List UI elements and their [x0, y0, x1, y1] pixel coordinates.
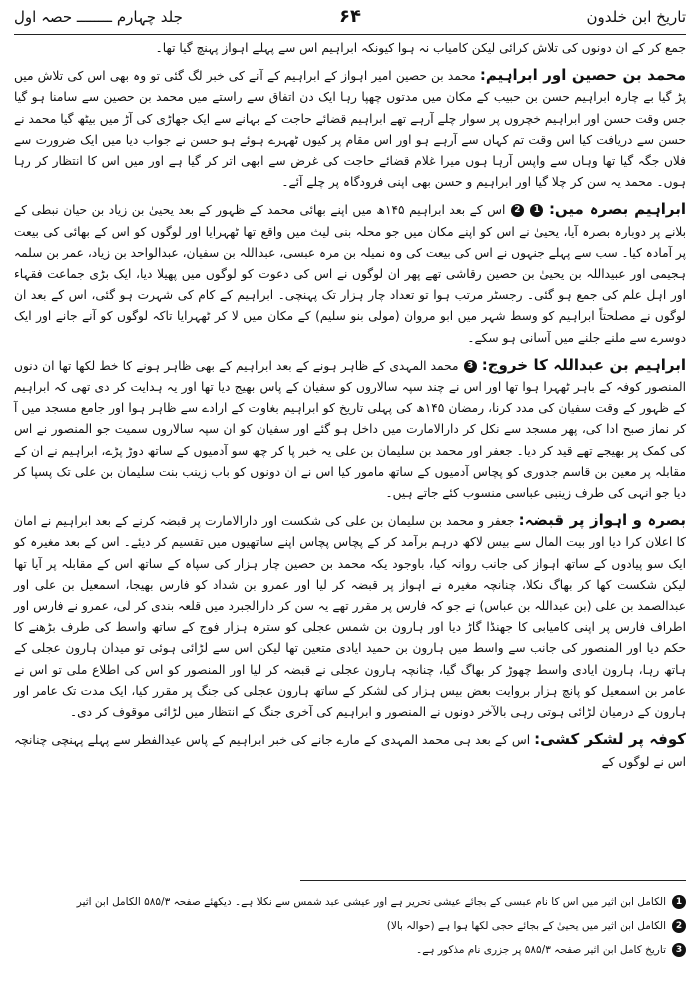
section-paragraph [14, 729, 686, 772]
main-text [14, 38, 686, 777]
section-paragraph [14, 65, 686, 193]
footnote-item [14, 890, 686, 914]
footnote-item [14, 938, 686, 962]
footnote-marker[interactable]: 1 [530, 204, 543, 217]
footnote-text: تاریخ کامل ابن اثیر صفحہ ۵۸۵/۳ پر جزری نام مذکور ہے۔ [416, 944, 666, 956]
section-text: اس کے بعد ابراہیم ۱۴۵ھ میں اپنے بھائی محمد کے ظہور کے بعد یحییٰ بن زیاد بن حیان نبطی کے بلانے پر دوبارہ بصرہ آیا، یحییٰ نے اس کو اپنے مکان میں جو محلہ بنی لیث میں واقع تھا ٹھہرایا اور لوگوں کو اس کے بھائی کی بیعت پر آمادہ کیا۔ سب سے پہلے جنہوں نے اس کی بیعت کی وہ نمیلہ بن مرہ عبسی، عبداللہ بن سفیان، عبدالواحد بن زیاد، عمر بن سلمہ ہجیمی اور عبیداللہ بن یحییٰ بن حصین رقاشی تھے پھر ان لوگوں نے اس کی دعوت کو لوگوں میں پھیلا دیا، ایک بڑی جماعت فقہاء اور اہل علم کی جمع ہو گئی۔ رجسٹر مرتب ہوا تو تعداد چار ہزار تک پہنچی۔ ابراہیم کے کام کی شہرت ہو گئی، اس کے بعد ان لوگوں نے مصلحتاً ابراہیم کو وسط شہر میں ابو مروان (مولی بنو سلیم) کے مکان میں لا کر ٹھہرایا تاکہ لوگوں کو آنے جانے اور ایک دوسرے سے ملنے جلنے میں آسانی ہو سکے۔ [14, 203, 686, 345]
footnote-divider [300, 880, 686, 881]
footnote-marker[interactable]: 3 [464, 360, 477, 373]
book-title: تاریخ ابن خلدون [586, 8, 686, 26]
section-heading: محمد بن حصین اور ابراہیم: [479, 66, 687, 85]
section-text: محمد المہدی کے ظاہر ہونے کے بعد ابراہیم کے بھی ظاہر ہونے کا خط لکھا تھا ان دنوں المنصور کوفہ کے باہر ٹھہرا ہوا تھا اور اس نے چند سپہ سالاروں کو سفیان کے پاس بھیج دیا تھا اور یہ ہدایت کر دی تھی کہ ابراہیم کے ظہور کے وقت سفیان کی مدد کرنا، رمضان ۱۴۵ھ کی پہلی تاریخ کو ابراہیم بغاوت کے ارادے سے ظاہر ہوا اور جامع مسجد میں آ کر نماز صبح ادا کی، پھر مسجد سے نکل کر دارالامارت میں داخل ہو گئے اور سفیان کو ان سپہ سالاروں سمیت جو المنصور نے اس کی کمک پر بھیجے تھے قید کر دیا۔ جعفر اور محمد بن سلیمان بن علی یہ خبر پا کر چھ سو آدمیوں کے ساتھ دوڑ پڑے، ابراہیم نے ان کے مقابلہ پر معین بن قاسم جدوری کو پچاس آدمیوں کے ساتھ مامور کیا اس نے ان دونوں کو باب زینب بنت سلیمان بن علی تک پسپا کر دیا جو انہی کی طرف زینبی عباسی منسوب کئے جاتے ہیں۔ [14, 358, 686, 501]
section-heading: کوفہ پر لشکر کشی: [534, 730, 686, 749]
footnote-item [14, 914, 686, 938]
section-text: اس کے بعد ہی محمد المہدی کے مارے جانے کی خبر ابراہیم کے پاس عیدالفطر سے پہلے پہنچی چنانچہ اس نے لوگوں کے [14, 733, 686, 769]
footnote-text: الکامل ابن اثیر میں یحییٰ کے بجائے حجی لکھا ہوا ہے (حوالہ بالا) [386, 920, 666, 932]
footnotes [14, 890, 686, 962]
section-paragraph [14, 355, 686, 504]
intro-paragraph: جمع کر کے ان دونوں کی تلاش کرائی لیکن کامیاب نہ ہوا کیونکہ ابراہیم اس سے پہلے اہواز پہنچ گیا تھا۔ [155, 41, 686, 55]
section-paragraph [14, 199, 686, 348]
section-paragraph [14, 510, 686, 723]
page-number: ۶۴ [339, 6, 361, 27]
section-heading: ابراہیم بن عبداللہ کا خروج: [481, 355, 687, 374]
section-text: محمد بن حصین امیر اہواز کے ابراہیم کے آنے کی خبر لگ گئی تو وہ بھی اس کی تلاش میں پڑ گیا بے چارہ ابراہیم حسن بن حبیب کے مکان میں مدتوں چھپا رہا ایک دن اتفاق سے راستے میں محمد بن حصین سے سامنا ہو گیا جس وقت حسن اور ابراہیم خچروں پر سوار چلے آرہے تھے ابراہیم قضائے حاجت کے بہانے سے ایک جھاڑی کی آڑ میں بیٹھ گیا محمد نے حسن سے دریافت کیا اس وقت تم کہاں سے آرہے ہو اور اس مقام پر کیوں ٹھہرے ہوئے ہو حسن نے جواب دیا میں ایک ضرورت سے فلاں جگہ گیا تھا وہاں سے واپس آرہا ہوں میرا غلام قضائے حاجت کی غرض سے ابھی اتر کر گیا ہے اور میں اس کا انتظار کر رہا ہوں۔ محمد یہ سن کر چلا گیا اور ابراہیم و حسن بھی اپنی فرودگاہ پر چلے آئے۔ [14, 69, 686, 190]
footnote-number: 1 [672, 895, 686, 909]
page-header [14, 6, 686, 32]
header-divider [14, 34, 686, 35]
section-text: جعفر و محمد بن سلیمان بن علی کی شکست اور دارالامارت پر قبضہ کرنے کے بعد ابراہیم نے امان کا اعلان کرا دیا اور بیت المال سے بیس لاکھ درہم برآمد کر کے پچاس پچاس اپنے ساتھیوں میں تقسیم کر دیئے۔ اس کے بعد مغیرہ کو ایک سو پیادوں کے ساتھ اہواز کی جانب روانہ کیا، باوجود یکہ محمد بن حصین چار ہزار کی سپاہ کے ساتھ اس کے مقابلہ پر آیا تھا لیکن شکست کھا کر بھاگ نکلا، چنانچہ مغیرہ نے اہواز پر قبضہ کر لیا اور عمرو بن شداد کو فارس بھیجا، اسمعیل بن علی اور عبدالصمد بن علی (بن عبداللہ بن عباس) نے جو کہ فارس پر مقرر تھے یہ سن کر دارالجبرد میں قلعہ بندی کر لی، عمرو نے فارس اور اطراف فارس پر اپنی کامیابی کا جھنڈا گاڑ دیا اور ہارون بن شمس عجلی کو سترہ ہزار فوج کے ساتھ واسط کی طرف بڑھنے کا حکم دیا اور المنصور کی جانب سے واسط میں ہارون بن حمید ایادی متعین تھا لیکن اس سے لڑائی ہوئی تو میدان ہارون عجلی کے ہاتھ رہا، ہارون ایادی واسط چھوڑ کر بھاگ گیا، چنانچہ ہارون عجلی نے قبضہ کر لیا اور المنصور کو اس کی اطلاع ملی تو اس نے عامر بن اسمعیل کو پانچ ہزار بروایت بعض بیس ہزار کی لشکر کے ساتھ ہارون عجلی کی جنگ پر مقرر کیا، ایک مدت تک عامر اور ہارون کے درمیان لڑائی ہوتی رہی بالآخر دونوں نے المنصور و ابراہیم کی آخری جنگ کے انتظار میں لڑائی موقوف کر دی۔ [14, 514, 686, 720]
volume-label: جلد چہارم ــــــــ حصہ اول [14, 8, 183, 26]
section-heading: بصرہ و اہواز پر قبضہ: [518, 511, 686, 530]
section-heading: ابراہیم بصرہ میں: [548, 200, 687, 219]
footnote-number: 2 [672, 919, 686, 933]
footnote-marker[interactable]: 2 [511, 204, 524, 217]
footnote-text: الکامل ابن اثیر میں اس کا نام عبسی کے بجائے عیشی تحریر ہے اور عیشی عبد شمس سے نکلا ہے۔ دیکھئے صفحہ ۵۸۵/۳ الکامل ابن اثیر [76, 896, 666, 908]
footnote-number: 3 [672, 943, 686, 957]
